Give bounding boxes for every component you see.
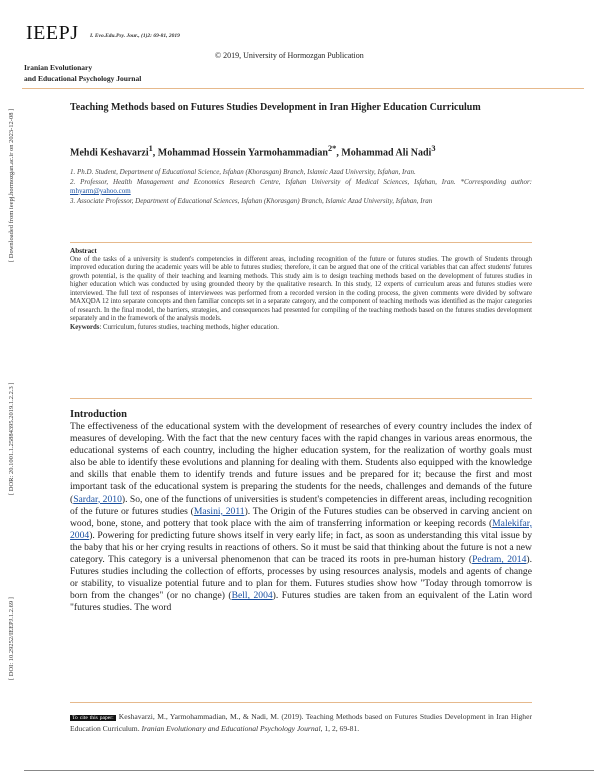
- author-list: Mehdi Keshavarzi$^1$, Mohammad Hossein Yarmohammadian$^{2*}$, Mohammad Ali Nadi$^3$: [70, 144, 436, 159]
- citation-divider: [70, 702, 532, 703]
- intro-text-2: ). So, one of the functions of universities is student's competencies in different areas, including recognition of the future or futures studies (: [70, 493, 532, 517]
- abstract-section: [70, 247, 532, 332]
- cite-journal: Iranian Evolutionary and Educational Psychology Journal: [141, 723, 321, 733]
- corresponding-email-link[interactable]: mhyarm@yahoo.com: [70, 187, 131, 195]
- ref-pedram-link[interactable]: Pedram, 2014: [472, 554, 527, 566]
- abstract-heading: Abstract: [70, 247, 97, 255]
- header-divider: [22, 88, 584, 89]
- paper-title: Teaching Methods based on Futures Studies Development in Iran Higher Education Curriculum: [70, 102, 481, 113]
- author-3-sup: 3: [431, 144, 436, 153]
- intro-text-4: ). Powering for predicting future shows itself in very early life; in fact, as soon as understanding this vital issue by the baby that his or her crying results in reactions of others. So it must be said that thinking about the future is not a new category. This category is a universal phenomenon that can be traced its roots in pre-human history (: [70, 529, 532, 566]
- affiliation-2: [70, 178, 532, 197]
- footer-rule: [24, 770, 594, 771]
- journal-name-line1: Iranian Evolutionary: [24, 63, 93, 72]
- abstract-body: One of the tasks of a university is student's competencies in different areas, including recognition of the future or futures studies. The growth of Students through improved education during the academic years will be able to futures studies; therefore, it can be argued that one of the critical variables that can affect students' futures growth potential, is the quality of their teaching and learning methods. This study aim is to design teaching methods based on the development of futures studies in higher education which was conducted by using grounded theory by the qualitative research. In this study, 12 experts of curriculum areas and futures studies were interviewed. The full text of responses of interviewees was performed from a recorded version in the coding process, the given comments were divided by software MAXQDA 12 into separate concepts and then familiar concepts set in a separate category, and the component of teaching methods was identified as the major categories of research. In the final model, the barriers, strategies, and consequences had presented for compiling of the teaching methods based on the futures studies development separately and in the framework of the analysis models.: [70, 255, 532, 322]
- intro-text-5: ). Futures studies including the collection of efforts, processes by using resources analysis, models and agents of change or stability, to visualize potential future and to plan for them. Futures studies show how "Today through tomorrow is born from the changes" (or no change) (: [70, 554, 532, 602]
- citation-box: [70, 712, 532, 733]
- ref-masini-link[interactable]: Masini, 2011: [193, 505, 245, 517]
- affiliation-2-text: 2. Professor, Health Management and Economics Research Centre, Isfahan University of Medical Sciences, Isfahan, Iran. *Corresponding author:: [70, 177, 532, 186]
- author-3: Mohammad Ali Nadi: [341, 147, 432, 159]
- affiliations: [70, 168, 532, 206]
- author-1: Mehdi Keshavarzi: [70, 147, 149, 159]
- journal-citation: I. Evo.Edu.Psy. Jour., (1)2: 69-81, 2019: [90, 33, 180, 39]
- ref-malekifar-link[interactable]: Malekifar, 2004: [70, 517, 532, 541]
- author-2-sup: 2*: [327, 144, 337, 153]
- ref-sardar-link[interactable]: Sardar, 2010: [73, 493, 122, 505]
- keywords-label: Keywords: [70, 323, 100, 331]
- cite-tag: To cite this paper:: [72, 715, 114, 721]
- sidebar-dor: [ DOR: 20.1001.1.25884395.2019.1.2.2.3 ]: [8, 382, 15, 495]
- journal-name: [24, 62, 141, 84]
- sidebar-doi: [ DOI: 10.29252/IEEPJ.1.2.69 ]: [8, 597, 15, 680]
- author-2: Mohammad Hossein Yarmohammadian: [157, 147, 328, 159]
- journal-name-line2: and Educational Psychology Journal: [24, 74, 142, 83]
- copyright-notice: © 2019, University of Hormozgan Publication: [215, 51, 364, 60]
- keywords-text: : Curriculum, futures studies, teaching methods, higher education.: [99, 323, 279, 331]
- affiliation-3: 3. Associate Professor, Department of Educational Sciences, Isfahan (Khorasgan) Branch, Islamic Azad University, Isfahan, Iran: [70, 196, 433, 205]
- journal-brand: IEEPJ: [26, 22, 79, 44]
- introduction-heading: Introduction: [70, 409, 127, 420]
- author-1-sup: 1: [148, 144, 153, 153]
- intro-text-3: ). The Origin of the Futures studies can be observed in carving ancient on wood, bone, stone, and pottery that took place with the aim of transferring information or keeping records (: [70, 505, 532, 529]
- abstract-divider-top: [70, 242, 532, 243]
- intro-text-1: The effectiveness of the educational system with the development of researches of every country includes the index of measures of developing. With the fact that the new century faces with the rapid changes in various areas enormous, the educational systems of each country, including the higher education system, for the realization of worthy goals must also be able to identify these evolutions and planning for dealing with them. Students also equipped with the knowledge and skills that enable them to identify trends and future issues and be prepared for it; because the first and most important task of the educational system is preparing the students for the needs, challenges and demands of the future (: [70, 421, 532, 505]
- keywords-line: [70, 324, 532, 333]
- affiliation-1: 1. Ph.D. Student, Department of Educational Science, Isfahan (Khorasgan) Branch, Islamic Azad University, Isfahan, Iran.: [70, 168, 416, 176]
- introduction-body: [70, 421, 532, 615]
- cite-text: Keshavarzi, M., Yarmohammadian, M., & Nadi, M. (2019). Teaching Methods based on Futures Studies Development in Iran Higher Education Curriculum.: [70, 712, 533, 733]
- abstract-divider-bottom: [70, 398, 532, 399]
- intro-text-6: ). Futures studies are taken from an equivalent of the Latin word "futures studies. The word: [70, 590, 532, 614]
- ref-bell-link[interactable]: Bell, 2004: [231, 590, 273, 602]
- cite-end: , 1, 2, 69-81.: [320, 723, 360, 733]
- sidebar-downloaded: [ Downloaded from ieepj.hormozgan.ac.ir on 2023-12-08 ]: [8, 108, 15, 262]
